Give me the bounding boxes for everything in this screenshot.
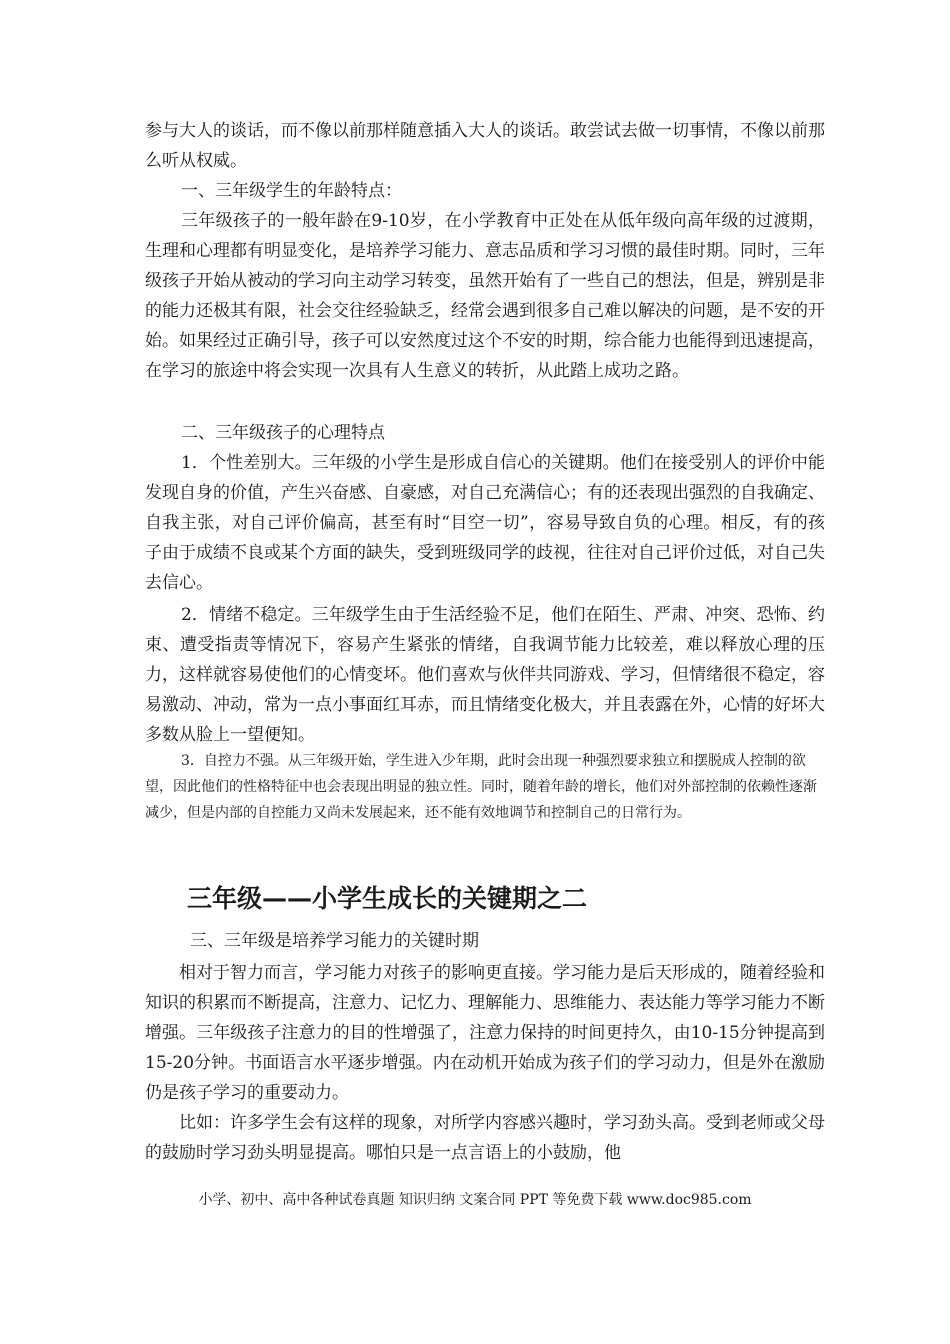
carry-over-paragraph: 参与大人的谈话，而不像以前那样随意插入大人的谈话。敢尝试去做一切事情，不像以前那么听从权威。 <box>145 121 825 171</box>
example-paragraph: 比如：许多学生会有这样的现象，对所学内容感兴趣时，学习劲头高。受到老师或父母的鼓励时学习劲头明显提高。哪怕只是一点言语上的小鼓励，他 <box>145 1113 825 1163</box>
point-2-paragraph: 2．情绪不稳定。三年级学生由于生活经验不足，他们在陌生、严肃、冲突、恐怖、约束、遭受指责等情况下，容易产生紧张的情绪，自我调节能力比较差，难以释放心理的压力，这样就容易使他们的心情变坏。他们喜欢与伙伴共同游戏、学习，但情绪很不稳定，容易激动、冲动，常为一点小事面红耳赤，而且情绪变化极大，并且表露在外，心情的好坏大多数从脸上一望便知。 <box>145 605 825 745</box>
learning-ability-subheading: 三、三年级是培养学习能力的关键时期 <box>190 931 479 951</box>
age-paragraph: 三年级孩子的一般年龄在9-10岁，在小学教育中正处在从低年级向高年级的过渡期，生理和心理都有明显变化，是培养学习能力、意志品质和学习习惯的最佳时期。同时，三年级孩子开始从被动的学习向主动学习转变，虽然开始有了一些自己的想法，但是，辨别是非的能力还极其有限，社会交往经验缺乏，经常会遇到很多自己难以解决的问题，是不安的开始。如果经过正确引导，孩子可以安然度过这个不安的时期，综合能力也能得到迅速提高，在学习的旅途中将会实现一次具有人生意义的转折，从此踏上成功之路。 <box>145 211 825 381</box>
age-heading: 一、三年级学生的年龄特点： <box>181 181 402 201</box>
point-3-paragraph: 3．自控力不强。从三年级开始，学生进入少年期，此时会出现一种强烈要求独立和摆脱成人控制的欲望，因此他们的性格特征中也会表现出明显的独立性。同时，随着年龄的增长，他们对外部控制的依赖性逐渐减少，但是内部的自控能力又尚未发展起来，还不能有效地调节和控制自己的日常行为。 <box>145 753 817 821</box>
psych-heading: 二、三年级孩子的心理特点 <box>181 423 385 443</box>
section-title: 三年级——小学生成长的关键期之二 <box>187 884 588 913</box>
learning-ability-paragraph: 相对于智力而言，学习能力对孩子的影响更直接。学习能力是后天形成的，随着经验和知识的积累而不断提高，注意力、记忆力、理解能力、思维能力、表达能力等学习能力不断增强。三年级孩子注意力的目的性增强了，注意力保持的时间更持久，由10-15分钟提高到15-20分钟。书面语言水平逐步增强。内在动机开始成为孩子们的学习动力，但是外在激励仍是孩子学习的重要动力。 <box>145 963 825 1103</box>
point-1-paragraph: 1．个性差别大。三年级的小学生是形成自信心的关键期。他们在接受别人的评价中能发现自身的价值，产生兴奋感、自豪感，对自己充满信心；有的还表现出强烈的自我确定、自我主张，对自己评价偏高，甚至有时“目空一切”，容易导致自负的心理。相反，有的孩子由于成绩不良或某个方面的缺失，受到班级同学的歧视，往往对自己评价过低，对自己失去信心。 <box>145 453 825 593</box>
page-footer: 小学、初中、高中各种试卷真题 知识归纳 文案合同 PPT 等免费下载 www.doc985.com <box>198 1192 752 1208</box>
